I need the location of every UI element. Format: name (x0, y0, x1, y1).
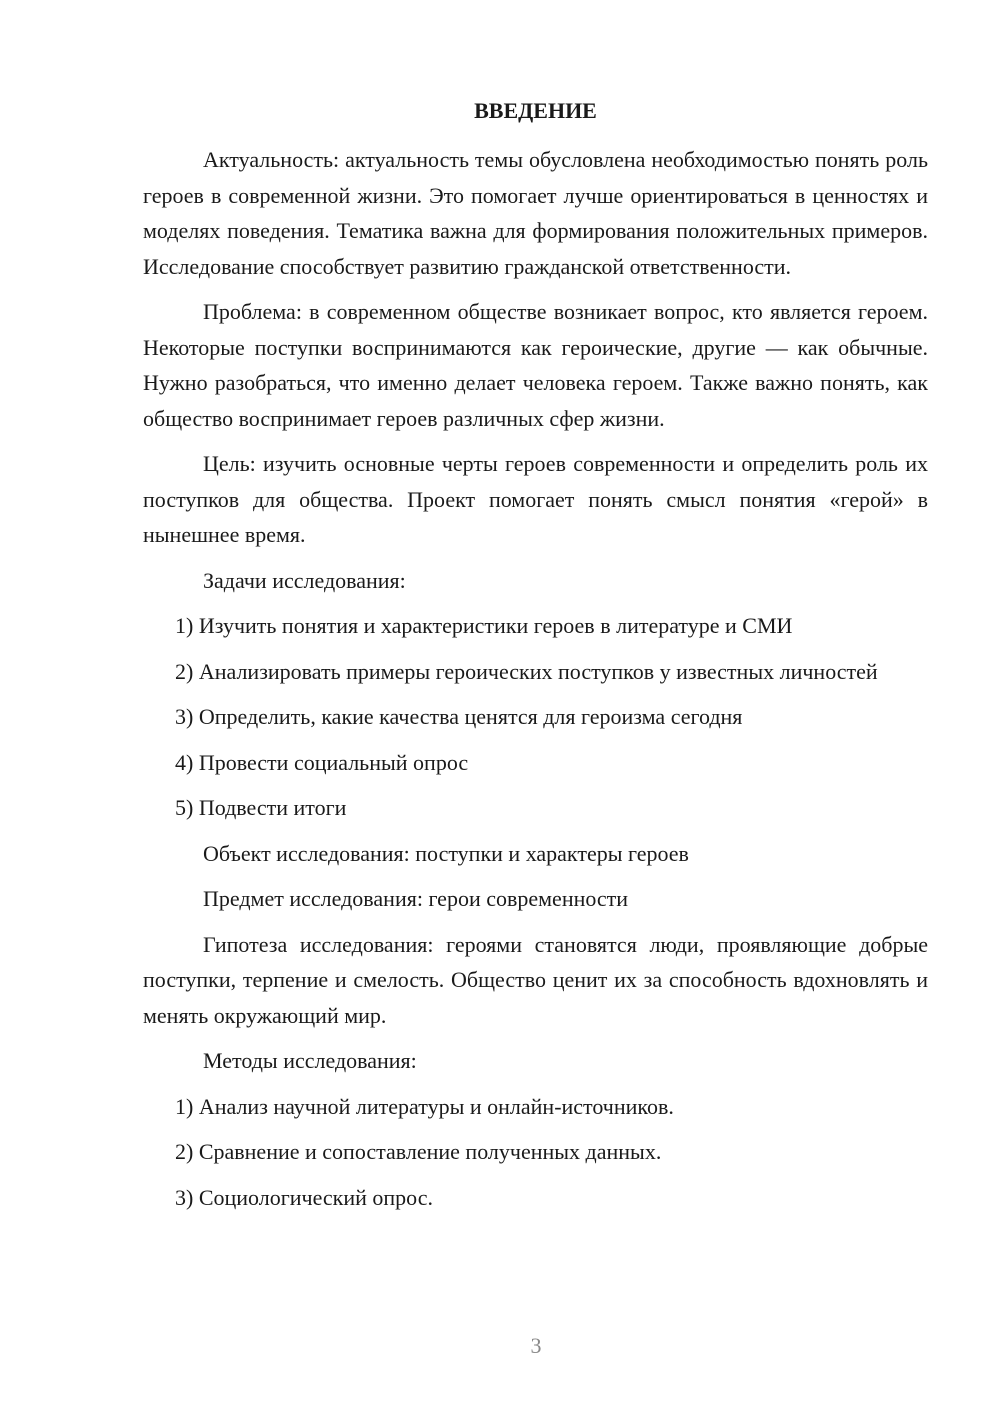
document-page (143, 96, 928, 1225)
method-item: 1) Анализ научной литературы и онлайн-источников. (175, 1093, 674, 1119)
task-item: 2) Анализировать примеры героических поступков у известных личностей (175, 658, 878, 684)
methods-heading: Методы исследования: (203, 1048, 417, 1073)
object-paragraph: Объект исследования: поступки и характеры героев (203, 840, 689, 866)
task-item: 5) Подвести итоги (175, 795, 347, 820)
task-item: 4) Провести социальный опрос (175, 749, 469, 775)
page-number: 3 (530, 1333, 542, 1358)
goal-paragraph: Цель: изучить основные черты героев современности и определить роль их поступков для общества. Проект помогает понять смысл понятия «герой» в нынешнее время. (143, 451, 928, 547)
method-item: 3) Социологический опрос. (175, 1184, 433, 1210)
method-item: 2) Сравнение и сопоставление полученных данных. (175, 1139, 662, 1164)
relevance-paragraph: Актуальность: актуальность темы обусловлена необходимостью понять роль героев в современной жизни. Это помогает лучше ориентироваться в ценностях и моделях поведения. Тематика важна для формирования положительных примеров. Исследование способствует развитию гражданской ответственности. (143, 147, 928, 279)
tasks-heading: Задачи исследования: (203, 567, 406, 593)
section-heading: ВВЕДЕНИЕ (474, 98, 597, 123)
task-item: 3) Определить, какие качества ценятся для героизма сегодня (175, 704, 743, 729)
problem-paragraph: Проблема: в современном обществе возникает вопрос, кто является героем. Некоторые поступки воспринимаются как героические, другие — как обычные. Нужно разобраться, что именно делает человека героем. Также важно понять, как общество воспринимает героев различных сфер жизни. (143, 299, 928, 431)
subject-paragraph: Предмет исследования: герои современности (203, 886, 629, 911)
hypothesis-paragraph: Гипотеза исследования: героями становятся люди, проявляющие добрые поступки, терпение и смелость. Общество ценит их за способность вдохновлять и менять окружающий мир. (143, 931, 928, 1028)
task-item: 1) Изучить понятия и характеристики героев в литературе и СМИ (175, 613, 793, 638)
